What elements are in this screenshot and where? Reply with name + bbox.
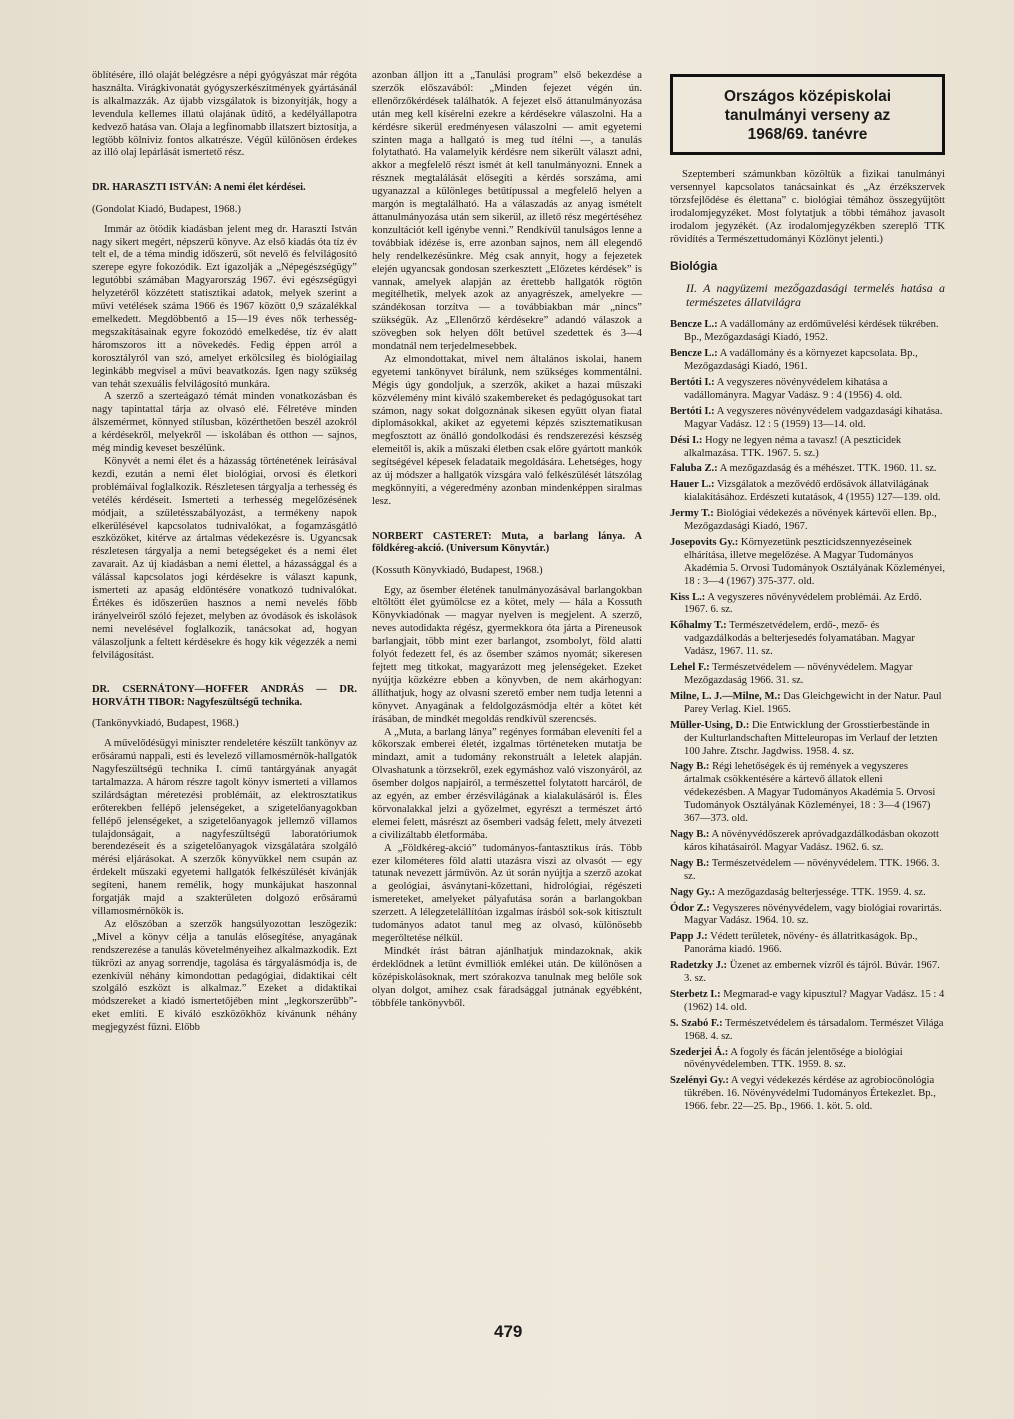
reference-text: A mezőgazdaság belterjessége. TTK. 1959. 4. sz. [715,886,926,898]
review-heading: DR. CSERNÁTONY—HOFFER ANDRÁS — DR. HORVÁTH TIBOR: Nagyfeszültségű technika. [92,684,357,708]
reference-text: Vizsgálatok a mezővédő erdősávok állatvilágának kialakításához. Erdészeti kutatások, 4 (1955) 127—139. old. [684,479,941,504]
reference-item [670,931,945,957]
title-line: tanulmányi verseny az [724,107,891,124]
competition-title-box [670,74,945,155]
review-heading: DR. HARASZTI ISTVÁN: A nemi élet kérdései. [92,182,306,194]
reference-text: Megmarad-e vagy kipusztul? Magyar Vadász. 15 : 4 (1962) 14. old. [684,988,945,1013]
reference-text: A mezőgazdaság és a méhészet. TTK. 1960. 11. sz. [717,463,937,475]
reference-item [670,1075,945,1114]
reference-author: Lehel F.: [670,662,710,674]
reference-text: Üzenet az embernek vízről és tájról. Búvár. 1967. 3. sz. [684,960,940,985]
reference-text: A vadállomány és a környezet kapcsolata. Bp., Mezőgazdasági Kiadó, 1961. [684,348,918,373]
publisher-line: (Kossuth Könyvkiadó, Budapest, 1968.) [372,564,543,576]
reference-author: Jermy T.: [670,508,714,520]
reference-item [670,348,945,374]
reference-text: A vegyszeres növényvédelem vadgazdasági kihatása. Magyar Vadász. 12 : 5 (1959) 13—14. old. [684,405,943,430]
reference-item [670,479,945,505]
reference-text: Régi lehetőségek és új remények a vegyszeres ártalmak csökkentésére a kártevő állatok elleni védekezésben. A Magyar Tudományos Akadémia 5. Orvosi Tudományok Osztályának Közleményei, 18 : 3—4 (1967) 367—373. old. [684,761,936,825]
paragraph: Könyvét a nemi élet és a házasság történetének leírásával kezdi, ezután a nemi élet biológiai, orvosi és életkori problémáival foglalkozik. Részletesen tárgyalja a terhesség és vetélés kérdéseit. Ismerteti a terhesség megelőzésének módjait, a születésszabályozást, a termékeny napok elkerülésével kapcsolatos tudnivalókat, a fogamzásgátló eszközöket, kitérve az ártalmas védekezésre is. Ugyancsak részletesen tárgyalja a nemi betegségeket és a nemi élet zavarait. Az új kiadásban a nemi élettel, a házassággal és a válással kapcsolatos jogi kérdésekre is választ kapunk, ismerteti az apaság eldöntésére vonatkozó tudnivalókat. Értékes és időszerűen hasznos a nemi nevelés főbb irányelveiről szóló fejezet, melyben az óvodások és iskolások nemi nevelésével foglalkozik, tanácsokat ad, hogyan válaszoljunk a feltett kérdésekre és hogy kik végezzék a nemi felvilágosítást. [92,455,357,661]
reference-text: Természetvédelem, erdő-, mező- és vadgazdálkodás a belterjesedés folyamatában. Magyar Vadász, 1967. 11. sz. [684,620,915,658]
reference-author: Nagy B.: [670,828,710,840]
reference-author: Hauer L.: [670,479,715,491]
column-2 [372,70,642,1010]
paragraph: öblítésére, illó olaját belégzésre a népi gyógyászat már régóta használta. Virágkivonatát gyógyszerkészítmények gyártásánál is alkalmazzák. Az újabb vizsgálatok is bizonyítják, hogy a levendula kellemes illatú olajának üdítő, a kedélyállapotra kedvező hatása van. Olaja a legfinomabb illatszert biztosítja, a legtöbb kölniviz fontos alkatrésze. Végül különösen érdekes az illó olaj lepárlását ismertető rész. [92,70,357,159]
paragraph: Mindkét írást bátran ajánlhatjuk mindazoknak, akik érdeklődnek a letűnt évmilliók emlékei után. De különösen a középiskolásoknak, mert szórakozva tanulnak meg belőle sok olyan dolgot, amihez csak fáradsággal jutnának egyébként, többféle tankönyvből. [372,945,642,1009]
paragraph: A „Muta, a barlang lánya” regényes formában eleveníti fel a kőkorszak emberei életét, izgalmas történeteken mutatja be mindazt, amit a tudomány rekonstruált a leletek alapján. Olvashatunk a törzsekről, ezek egymáshoz való viszonyáról, az ősember dolgos napjairól, a természettel folytatott harcáról, de az egyén, az ember érzésvilágának a kialakulásáról is. Éles körvonalakkal jelzi a győzelmet, egyrészt a természet ártó elemei felett, másrészt az ősemberi vadság felett, mely átvezeti a civilizáltabb életformába. [372,726,642,841]
reference-author: Nagy B.: [670,857,710,869]
paragraph: Az elmondottakat, mivel nem általános iskolai, hanem egyetemi tankönyvet bírálunk, nem szükséges kommentálni. Mégis úgy gondoljuk, a szerzők, akiket a hazai műszaki közvélemény mint kiváló szakembereket és pedagógusokat tart számon, nagy sokat dolgoznának sikesen együtt olyan fiatal diplomásokkal, akiket az egyetemi képzés szisztematikusan megfosztott az önálló gondolkodási és rendszerezési készség elemeitől is, akik a műszaki életben csak előre gyártott mankók segítségével képesek feladataik megoldására. Lehetséges, hogy az új módszer a hallgatók vizsgára való felkészülését látszólag megkönnyíti, a végeredmény azonban mindenképpen siralmas lesz. [372,353,642,507]
paragraph: Egy, az ősember életének tanulmányozásával barlangokban eltöltött élet gyümölcse ez a kötet, mely — hála a Kossuth Könyvkiadónak — magyar nyelven is megjelent. A szerző, neves autodidakta régész, gyermekkora óta járta a Pireneusok barlangjait, több mint ezer barlangot, zsombolyt, föld alatti folyót fedezett fel, és az ősember számos nyomát; sikeresen fejtett meg titkokat, magyarázott meg jelenségeket. Ezeket nyújtja közkézre ebben a könyvben, de nem akárhogyan: állíthatjuk, hogy az olvasni szerető ember nem tudja letenni a könyvet. Anyagának a feldolgozásmódja eltér a kötet két írásában, de mindkét megoldás rendkívül szerencsés. [372,584,642,725]
reference-text: A fogoly és fácán jelentősége a biológiai növényvédelemben. TTK. 1959. 8. sz. [684,1046,903,1071]
paragraph: A művelődésügyi miniszter rendeletére készült tankönyv az erősáramú nappali, esti és levelező villamosmérnök-hallgatók Nagyfeszültségű technika I. című tantárgyának anyagát tartalmazza. A három részre tagolt könyv ismerteti a villamos szilárdságtan méretezési problémáit, az elektrosztatikus erőterekben fellépő jelenségeket, a szigetelőanyagokban fellépő jelenségeket, a szigetelőanyagok jellemző villamos tulajdonságait, a nagyfeszültségű laboratóriumok berendezéseit és a szigetelőanyagok vizsgálatára szolgáló mérési eljárásokat. A szerzők könyvükkel nem csupán az érdekelt műszaki egyetemi hallgatók felkészülését kívánják segíteni, hanem remélik, hogy munkájukat haszonnal forgatják majd a szakterületen dolgozó erősáramú villamosmérnökök is. [92,738,357,917]
column-1 [92,70,357,1035]
section-heading: Biológia [670,259,718,274]
reference-item [670,435,945,461]
reference-item [670,662,945,688]
paragraph: Immár az ötödik kiadásban jelent meg dr. Haraszti István nagy sikert megért, népszerű könyve. Az első kiadás óta tíz év telt el, de a téma mindig időszerű, sőt nevelő és felvilágosító szerepe egyre fokozódik. Ezt igazolják a „Népegészségügy” legutóbbi számában Magyarország 1967. évi egészségügyi helyzetéről közzétett statisztikai adatok, melyek szerint a művi vetélések száma 1966 és 1967 között 0,9 százalékkal emelkedett. Megdöbbentő a 15—19 éves nők terhesség-megszakításainak egyre fokozódó emelkedése, tíz év alatt háromszoros itt a növekedés. Fedig éppen arról a korosztályról van szó, amelyet erkölcsileg és biológiailag leginkább megvisel a művi beavatkozás. Igen nagy szükség van tehát szexuális felvilágosító munkára. [92,223,357,390]
reference-author: Bencze L.: [670,348,718,360]
intro-paragraph: Szeptemberi számunkban közöltük a fizikai tanulmányi versennyel kapcsolatos tanácsainkat és „Az érzékszervek törzsfejlődése és élettana” c. biológiai témához összegyűjtött irodalomjegyzéket. Most folytatjuk a többi témához javasolt irodalom jegyzékét. (Az irodalomjegyzékben szereplő TTK rövidítés a Természettudományi Közlönyt jelenti.) [670,169,945,245]
reference-author: Kiss L.: [670,591,706,603]
reference-text: Környezetünk peszticidszennyezéseinek elhárítása, illetve megelőzése. A Magyar Tudományos Akadémia 5. Orvosi Tudományok Osztályának Közleményei, 18 : 3—4 (1967) 375-377. old. [684,536,945,587]
reference-text: Természetvédelem — növényvédelem. TTK. 1966. 3. sz. [684,857,940,882]
review-heading: NORBERT CASTERET: Muta, a barlang lánya. A földkéreg-akció. (Universum Könyvtár.) [372,530,642,555]
reference-text: A vegyszeres növényvédelem problémái. Az Erdő. 1967. 6. sz. [684,591,922,616]
reference-author: Faluba Z.: [670,463,718,475]
reference-author: Müller-Using, D.: [670,719,750,731]
reference-author: Bertóti I.: [670,376,715,388]
reference-author: Josepovits Gy.: [670,536,739,548]
reference-item [670,1018,945,1044]
reference-item [670,960,945,986]
page-number: 479 [494,1322,523,1341]
reference-item [670,592,945,618]
reference-item [670,989,945,1015]
reference-item [670,720,945,759]
title-line: 1968/69. tanévre [747,126,868,143]
reference-text: A növényvédőszerek apróvadgazdálkodásban okozott káros kihatásairól. Magyar Vadász. 1962. 6. sz. [684,828,939,853]
reference-item [670,377,945,403]
reference-item [670,537,945,589]
reference-text: Biológiai védekezés a növények kártevői ellen. Bp., Mezőgazdasági Kiadó, 1967. [684,508,937,533]
reference-text: Természetvédelem — növényvédelem. Magyar Mezőgazdaság 1966. 31. sz. [684,662,913,686]
reference-item [670,829,945,855]
reference-author: Papp J.: [670,931,708,943]
reference-author: Szederjei Á.: [670,1046,729,1058]
reference-author: Bertóti I.: [670,405,715,417]
reference-item [670,463,945,476]
reference-author: Milne, L. J.—Milne, M.: [670,690,781,702]
reference-text: Védett területek, növény- és állatritkaságok. Bp., Panoráma kiadó. 1966. [684,931,918,956]
paragraph: A szerző a szerteágazó témát minden vonatkozásban és nagy tapintattal tárja az olvasó elé. Félretéve minden álszemérmet, könnyed stílusban, közérthetően beszél azokról a kérdésekről, melyekről — iskolában és otthon — sajnos, még mindig keveset beszélünk. [92,391,357,455]
reference-item [670,406,945,432]
title-line: Országos középiskolai [723,88,892,105]
reference-text: Hogy ne legyen néma a tavasz! (A peszticidek alkalmazása. TTK. 1967. 5. sz.) [684,434,902,459]
reference-text: A vegyszeres növényvédelem kihatása a vadállományra. Magyar Vadász. 9 : 4 (1956) 4. old. [684,376,903,401]
reference-item [670,858,945,884]
paragraph: A „Földkéreg-akció” tudományos-fantasztikus írás. Több ezer kilométeres föld alatti utazásra viszi az olvasót — egy tatunak nevezett járművön. Az út során nyújtja a szerző azokat a geológiai, ásványtani-kőzettani, hidrológiai, régészeti ismereteket, amelyeket pályafutása során a barlangokban szerzett. A lélegzetelállítóan izgalmas írásból sok-sok kitisztult tudományos adatot tanul meg az olvasó, különösebb megerőltetése nélkül. [372,842,642,944]
column-3 [670,70,945,1117]
reference-author: Radetzky J.: [670,960,728,972]
reference-author: S. Szabó F.: [670,1017,723,1029]
reference-list [670,319,945,1114]
reference-author: Sterbetz I.: [670,988,721,1000]
reference-author: Nagy Gy.: [670,886,716,898]
reference-text: Természetvédelem és társadalom. Természet Világa 1968. 4. sz. [684,1017,944,1042]
reference-item [670,691,945,717]
reference-author: Szelényi Gy.: [670,1075,729,1087]
paragraph: Az előszóban a szerzők hangsúlyozottan leszögezik: „Mivel a könyv célja a tanulás elősegítése, anyagának rendszerezése a tanulás követelményeihez alkalmazkodik. Ezt tükrözi az anyag sorrendje, tagolása és tárgyalásmódja is, de ezenkívül néhány kimondottan pedagógiai, didaktikai célt szolgáló eszközt is alkalmaz.” Ezeket a didaktikai módszereket a kiadó ismertetőjében mint „legkorszerűbb”-eket említi. E kiváló eszközökhöz kívánunk néhány megjegyzést fűzni. Előbb [92,918,357,1034]
reference-author: Kőhalmy T.: [670,620,727,632]
reference-item [670,508,945,534]
reference-item [670,887,945,900]
paragraph: azonban álljon itt a „Tanulási program” első bekezdése a szerzők előszavából: „Minden fejezet végén ún. ellenőrzőkérdések találhatók. A fejezet első áttanulmányozása után meg kell kísérelni ezekre a kérdésekre válaszolni. Ha a kérdésre sikerül eredményesen válaszolni — amit egyetemi szinten maga a hallgató is meg tud ítélni —, a tanulás folytatható. Ha valamelyik kérdésre nem sikerült választ adni, akkor a megfelelő részt ismét át kell tanulmányozni. Ennek a résznek megtalálását elősegíti a kérdés sorszáma, ami ugyanazzal a különleges betűtípussal a megfelelő helyen a margón is megtalálható. Ha a válaszadás az anyag ismételt áttanulmányozása után sem sikerül, az illető rész megértéséhez konzultációt kell igénybe venni.” Rendkívül tanulságos lenne a továbbiak idézése is, erre azonban sajnos, nem áll elegendő hely rendelkezésünkre. Még csak annyit, hogy a fejezetek elején ugyancsak gondosan szerkesztett „Előzetes kérdések” is vannak, amelyek alapján az érettebb hallgatók rögtön megítélhetik, melyek azok az anyagrészek, amelyekre — szándékosan torzítva — a továbbiakban már „nincs” szükségük. Az „Ellenőrző kérdésekre” adandó válaszok a szövegben sok helyen dőlt betűvel szedettek és 3—4 mondatnál nem terjedelmesebbek. [372,70,642,353]
reference-item [670,761,945,826]
reference-item [670,319,945,345]
publisher-line: (Tankönyvkiadó, Budapest, 1968.) [92,718,239,730]
reference-item [670,620,945,659]
reference-author: Bencze L.: [670,319,718,331]
reference-text: Das Gleichgewicht in der Natur. Paul Parey Verlag. Kiel. 1965. [684,690,942,715]
reference-text: Vegyszeres növényvédelem, vagy biológiai rovarirtás. Magyar Vadász. 1964. 10. sz. [684,902,942,927]
reference-text: Die Entwicklung der Grosstierbestände in der Kulturlandschaften Mitteleuropas im Verlauf der letzten 100 Jahre. Ztschr. Jagdwiss. 1958. 4. sz. [684,719,938,757]
reference-item [670,903,945,929]
reference-text: A vegyi védekezés kérdése az agrobiocönológia tükrében. 16. Növényvédelmi Tudományos Értekezlet. Bp., 1966. febr. 22—25. Bp., 1966. 1. köt. 5. old. [684,1075,936,1113]
publisher-line: (Gondolat Kiadó, Budapest, 1968.) [92,203,241,215]
reference-author: Ódor Z.: [670,902,710,914]
reference-author: Nagy B.: [670,761,710,773]
reference-item [670,1047,945,1073]
subsection-heading: II. A nagyüzemi mezőgazdasági termelés hatása a természetes állatvilágra [686,281,945,310]
reference-author: Dési I.: [670,434,703,446]
reference-text: A vadállomány az erdőművelési kérdések tükrében. Bp., Mezőgazdasági Kiadó, 1952. [684,319,939,344]
